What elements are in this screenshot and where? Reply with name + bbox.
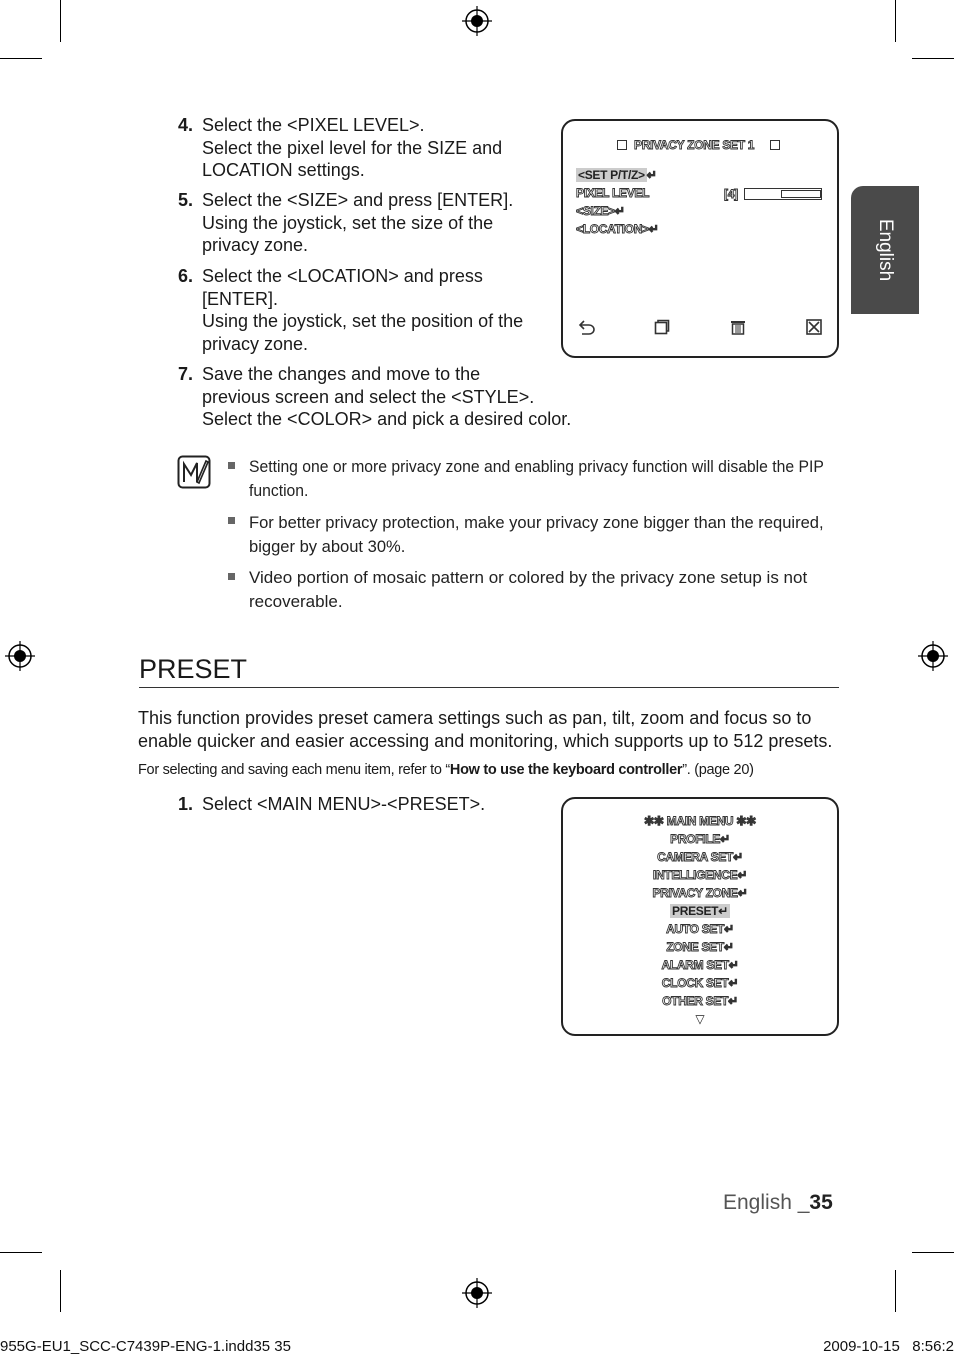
text: Select the < [202,190,298,210]
note-pencil-icon [177,455,211,489]
text: Save the changes and move to the [202,364,481,384]
enter-icon: ↵ [728,976,739,990]
scroll-down-icon[interactable]: ▽ [695,1012,705,1026]
osd-bar-thumb [781,190,821,198]
enter-icon: ↵ [720,832,730,846]
osd-item-label: AUTO SET [666,922,725,936]
osd-pixel-value: [4] [724,187,738,201]
note-bullet [228,462,235,469]
crop-mark [895,1270,896,1312]
keyword: MAIN MENU [267,794,371,814]
star-icon: ✲✲ [733,814,756,828]
osd-item-label: PRESET [672,904,719,918]
text: For selecting and saving each menu item, refer to “ [138,762,450,778]
enter-icon: ↵ [737,886,748,900]
osd-item-label: OTHER SET [662,994,729,1008]
keyword: ENTER [442,190,504,210]
text: > and pick a desired color. [361,409,572,429]
keyword: ENTER [207,288,269,309]
page-label: English _ [723,1191,810,1214]
heading-rule [139,687,839,688]
osd-item-label: ALARM SET [661,958,729,972]
text: LOCATION settings. [202,160,365,180]
osd-menu-item[interactable] [563,886,837,904]
enter-icon: ↵ [737,868,748,882]
osd-title: PRIVACY ZONE SET 1 [634,138,755,152]
section-heading: PRESET [139,654,248,684]
page-number [723,1191,833,1215]
side-tab-label: English [875,218,896,282]
registration-mark-icon [5,641,35,671]
enter-icon: ↵ [723,940,734,954]
crop-mark [912,58,954,59]
crop-mark [60,0,61,42]
note-line: Video portion of mosaic pattern or colored by the privacy zone setup is not [249,568,808,587]
paragraph-line: This function provides preset camera settings such as pan, tilt, zoom and focus so to [138,708,812,728]
enter-icon: ↵ [728,994,738,1008]
text: ”. (page 20) [682,762,754,778]
text: ]. [503,190,514,210]
osd-menu-item[interactable] [563,868,837,886]
reference-note [138,761,754,779]
text: Select the < [202,409,298,429]
text: > and press [388,266,483,286]
step-number: 1. [178,794,194,814]
text: Using the joystick, set the position of the [202,311,524,331]
text: >-< [370,794,398,814]
text: Select the < [202,266,298,286]
text: >. [518,386,535,407]
keyword: STYLE [461,386,519,407]
reference-title: How to use the keyboard controller [449,762,683,778]
osd-item-label: CLOCK SET [661,976,729,990]
text: >. [469,794,486,814]
enter-icon: ↵ [718,904,728,918]
osd-item-set-ptz[interactable] [576,168,657,182]
step-number: 4. [178,115,194,135]
registration-mark-icon [462,1278,492,1308]
note-2 [249,511,824,558]
text: Select the pixel level for the SIZE and [202,137,503,158]
registration-mark-icon [462,6,492,36]
note-bullet [228,517,235,524]
text: [ [202,288,208,309]
keyword: COLOR [297,409,362,429]
crop-mark [895,0,896,42]
crop-mark [60,1270,61,1312]
crop-mark [0,1252,42,1253]
keyword: PIXEL LEVEL [297,115,409,135]
osd-menu-item[interactable] [563,994,837,1012]
osd-main-menu-title [563,814,837,828]
page-num: 35 [809,1191,833,1214]
osd-item-size[interactable] [576,204,625,218]
text: privacy zone. [202,333,309,354]
osd-item-pixel-level[interactable]: PIXEL LEVEL [576,186,650,200]
print-file-info: 955G-EU1_SCC-C7439P-ENG-1.indd35 35 [0,1338,291,1355]
enter-icon: ↵ [733,850,743,864]
osd-box-icon [770,140,780,150]
text: ]. [268,288,279,309]
step-number: 7. [178,364,194,384]
crop-mark [0,58,42,59]
close-icon[interactable] [806,319,822,335]
osd-item-location[interactable] [576,222,659,236]
note-3 [249,566,807,613]
osd-menu-item[interactable] [563,958,837,976]
keyword: PRESET [397,794,470,814]
star-icon: ✲✲ [644,814,667,828]
osd-item-label: <SIZE> [576,204,615,218]
osd-main-menu-screen [561,797,839,1036]
osd-item-label: CAMERA SET [657,850,734,864]
osd-menu-item-selected[interactable] [563,904,837,922]
note-line: bigger by about 30%. [249,536,406,556]
note-line: Setting one or more privacy zone and enabling privacy function will disable the PIP [249,457,824,476]
osd-privacy-zone-screen [561,119,839,358]
step-number: 6. [178,266,194,286]
text: previous screen and select the < [202,386,462,407]
registration-mark-icon [918,641,948,671]
keyword: SIZE [297,190,338,210]
osd-main-menu-list [563,832,837,1030]
language-side-tab [851,186,919,314]
text: >. [408,115,425,135]
osd-menu-item[interactable] [563,976,837,994]
osd-menu-item[interactable] [563,940,837,958]
note-1 [249,455,824,502]
note-line: function. [249,480,309,500]
step-number: 5. [178,190,194,210]
osd-menu-item[interactable] [563,922,837,940]
enter-icon: ↵ [614,204,625,218]
osd-item-label: <SET P/T/Z> [578,168,645,182]
text: > and press [ [337,190,443,210]
osd-item-label: PRIVACY ZONE [652,886,738,900]
text: Select < [202,794,268,814]
text: Select the < [202,115,298,135]
osd-item-label: ZONE SET [666,940,724,954]
text: Using the joystick, set the size of the [202,212,494,233]
preset-paragraph [138,707,832,753]
osd-item-label: <LOCATION> [576,222,649,236]
osd-menu-item[interactable] [563,850,837,868]
enter-icon: ↵ [648,222,659,236]
osd-box-icon [617,140,627,150]
note-bullet [228,573,235,580]
osd-pixel-level-bar[interactable] [744,188,822,200]
enter-icon: ↵ [646,168,657,182]
osd-item-label: PROFILE [670,832,721,846]
note-line: For better privacy protection, make your privacy zone bigger than the required, [249,513,824,532]
enter-icon: ↵ [724,922,734,936]
note-line: recoverable. [249,591,343,611]
keyword: LOCATION [297,266,389,286]
print-date-info: 2009-10-15 8:56:2 [823,1338,954,1355]
paragraph-line: enable quicker and easier accessing and monitoring, which supports up to 512 presets. [138,731,833,751]
osd-item-label: INTELLIGENCE [652,868,738,882]
save-icon[interactable] [654,319,670,335]
back-icon[interactable] [578,319,596,335]
osd-title: MAIN MENU [666,814,734,828]
osd-menu-item[interactable] [563,832,837,850]
enter-icon: ↵ [728,958,739,972]
text: privacy zone. [202,235,309,255]
trash-icon[interactable] [730,319,746,335]
crop-mark [912,1252,954,1253]
